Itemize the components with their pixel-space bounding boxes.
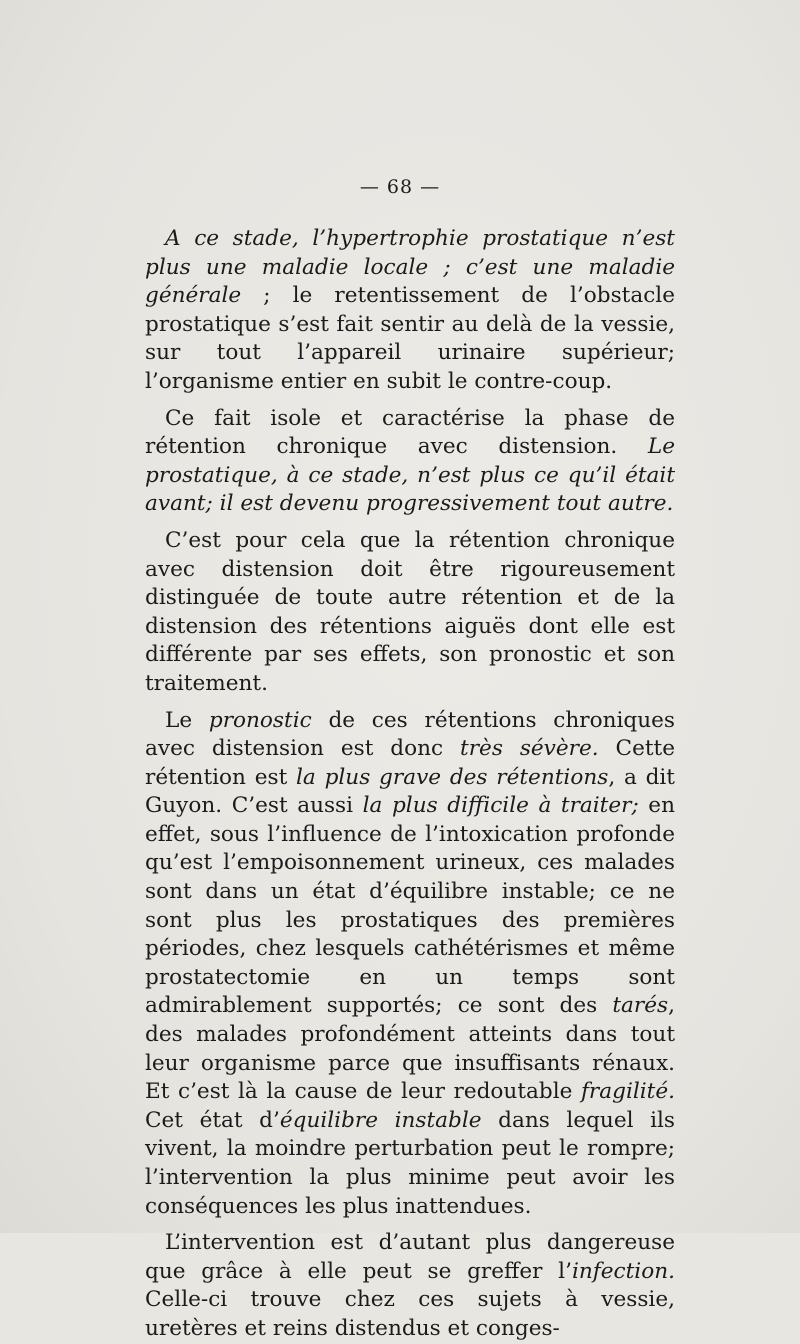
text-segment: , des malades profondément atteints dans tout leur organisme parce que insuffisants rénaux. Et c’est là la cause de leur redoutable bbox=[145, 993, 675, 1105]
italic-text: fragilité. bbox=[580, 1079, 675, 1105]
italic-text: équilibre instable bbox=[279, 1107, 482, 1133]
italic-text: Le prostatique, à ce stade, n’est plus ce qu’il était avant; il est devenu progressivement tout autre. bbox=[145, 434, 675, 517]
italic-text: très sévère. bbox=[460, 736, 599, 762]
paragraph bbox=[145, 527, 675, 699]
text-segment: dans lequel ils vivent, la moindre perturbation peut le rompre; l’intervention la plus minime peut avoir les conséquences les plus inattendues. bbox=[145, 1107, 675, 1219]
text-segment: de ces rétentions chroniques avec distension est donc bbox=[145, 707, 676, 762]
text-segment: ; le retentissement de l’obstacle prostatique s’est fait sentir au delà de la vessie, sur tout l’appareil urinaire supérieur; l’organisme entier en subit le contre-coup. bbox=[145, 283, 675, 394]
paragraph bbox=[145, 405, 675, 519]
text-segment: Cette rétention est bbox=[145, 736, 675, 790]
text-segment: Ce fait isole et caractérise la phase de rétention chronique avec distension. bbox=[145, 405, 675, 460]
italic-text: infection. bbox=[571, 1258, 675, 1284]
body-text bbox=[145, 225, 675, 1344]
italic-text: tarés bbox=[612, 993, 669, 1019]
text-segment: en effet, sous l’influence de l’intoxication profonde qu’est l’empoisonnement urineux, ces malades sont dans un état d’équilibre instable; ce ne sont plus les prostatiques des premières périodes, chez lesquels cathétérismes et même prostatectomie en un temps sont admirablement supportés; ce sont des bbox=[145, 793, 675, 1019]
text-segment: L’intervention est d’autant plus dangereuse que grâce à elle peut se greffer l’ bbox=[145, 1230, 675, 1284]
page-number: — 68 — bbox=[359, 176, 441, 198]
text-segment: Le bbox=[165, 707, 209, 733]
text-segment: Celle-ci trouve chez ces sujets à vessie, uretères et reins distendus et conges- bbox=[145, 1287, 675, 1341]
text-segment: C’est pour cela que la rétention chronique avec distension doit être rigoureusement distinguée de toute autre rétention et de la distension des rétentions aiguës dont elle est différente par ses effets, son pronostic et son traitement. bbox=[145, 527, 675, 696]
text-segment: , a dit Guyon. C’est aussi bbox=[145, 764, 675, 819]
italic-text: la plus grave des rétentions bbox=[296, 764, 609, 790]
paragraph bbox=[145, 1229, 675, 1343]
paragraph bbox=[145, 225, 675, 397]
italic-text: pronostic bbox=[208, 707, 312, 733]
paragraph bbox=[145, 707, 675, 1222]
italic-text: A ce stade, l’hypertrophie prostatique n’est plus une maladie locale ; c’est une maladie générale bbox=[145, 226, 675, 309]
text-segment: Cet état d’ bbox=[145, 1107, 280, 1133]
italic-text: la plus difficile à traiter; bbox=[362, 793, 639, 819]
